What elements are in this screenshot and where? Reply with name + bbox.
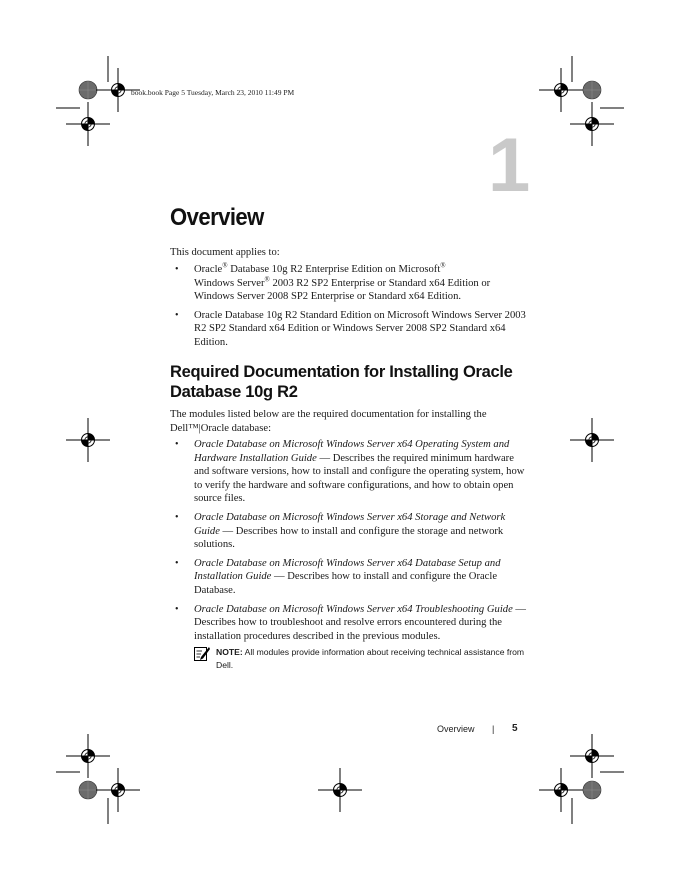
- applies-to-list: [170, 263, 530, 355]
- required-docs-list: [170, 438, 530, 648]
- section-heading: Required Documentation for Installing Oracle Database 10g R2: [170, 363, 513, 401]
- registration-crosshair: [66, 734, 110, 778]
- list-item: [170, 557, 530, 598]
- bullet-marker: •: [175, 557, 179, 569]
- bullet-marker: •: [175, 309, 179, 321]
- registration-crosshair: [570, 102, 614, 146]
- registration-crosshair: [570, 734, 614, 778]
- registration-crosshair: [66, 102, 110, 146]
- registration-crosshair: [318, 768, 362, 812]
- pencil-note-icon: [194, 646, 210, 662]
- chapter-number: 1: [488, 123, 531, 208]
- list-item: [170, 511, 530, 552]
- footer-section-title: Overview: [437, 724, 475, 734]
- registration-disc: [79, 781, 97, 799]
- note-text: NOTE: All modules provide information about receiving technical assistance from Dell.: [216, 647, 525, 670]
- registration-crosshair: [539, 68, 583, 112]
- list-item: • Oracle Database 10g R2 Standard Edition on Microsoft Windows Server 2003 R2 SP2 Standard x64 Edition or Windows Server 2008 SP2 Standard x64 Edition.: [175, 309, 526, 348]
- doc-description: — Describes the required minimum hardware and software versions, how to install and configure the operating system, how to verify the hardware and software configurations, and how to obtain open source files.: [194, 452, 525, 505]
- list-item: [170, 438, 530, 506]
- list-item: [170, 603, 530, 644]
- registration-crosshair: [66, 418, 110, 462]
- doc-description: — Describes how to install and configure the Oracle Database.: [194, 571, 498, 596]
- registration-disc: [79, 81, 97, 99]
- bullet-marker: •: [175, 439, 179, 450]
- list-item: • Oracle® Database 10g R2 Enterprise Edition on Microsoft® Windows Server® 2003 R2 SP2 Enterprise or Standard x64 Edition or Windows Server 2008 SP2 Enterprise or Standard x64 Edition.: [175, 261, 491, 303]
- doc-description: — Describes how to troubleshoot and resolve errors encountered during the installation procedures described in the previous modules.: [194, 603, 527, 642]
- doc-title: Oracle Database on Microsoft Windows Server x64 Storage and Network Guide: [194, 511, 506, 537]
- page-number: 5: [512, 723, 518, 734]
- page-title: Overview: [170, 204, 264, 231]
- doc-title: Oracle Database on Microsoft Windows Server x64 Operating System and Hardware Installation Guide: [194, 439, 510, 464]
- bullet-marker: •: [175, 603, 179, 615]
- footer-separator: |: [492, 724, 495, 734]
- doc-title: Oracle Database on Microsoft Windows Server x64 Database Setup and Installation Guide: [194, 557, 501, 583]
- doc-description: — Describes how to install and configure the storage and network solutions.: [194, 525, 504, 551]
- print-slug: book.book Page 5 Tuesday, March 23, 2010 11:49 PM: [131, 88, 295, 97]
- section-lead: The modules listed below are the required documentation for installing the Dell™|Oracle database:: [170, 409, 487, 434]
- doc-title: Oracle Database on Microsoft Windows Server x64 Troubleshooting Guide: [194, 603, 513, 615]
- intro-lead: This document applies to:: [170, 247, 280, 258]
- bullet-marker: •: [175, 511, 179, 523]
- note-label: NOTE:: [216, 647, 243, 657]
- registration-crosshair: [570, 418, 614, 462]
- registration-disc: [583, 781, 601, 799]
- registration-crosshair: [539, 768, 583, 812]
- registration-crosshair: [96, 768, 140, 812]
- registration-disc: [583, 81, 601, 99]
- bullet-marker: •: [175, 264, 179, 275]
